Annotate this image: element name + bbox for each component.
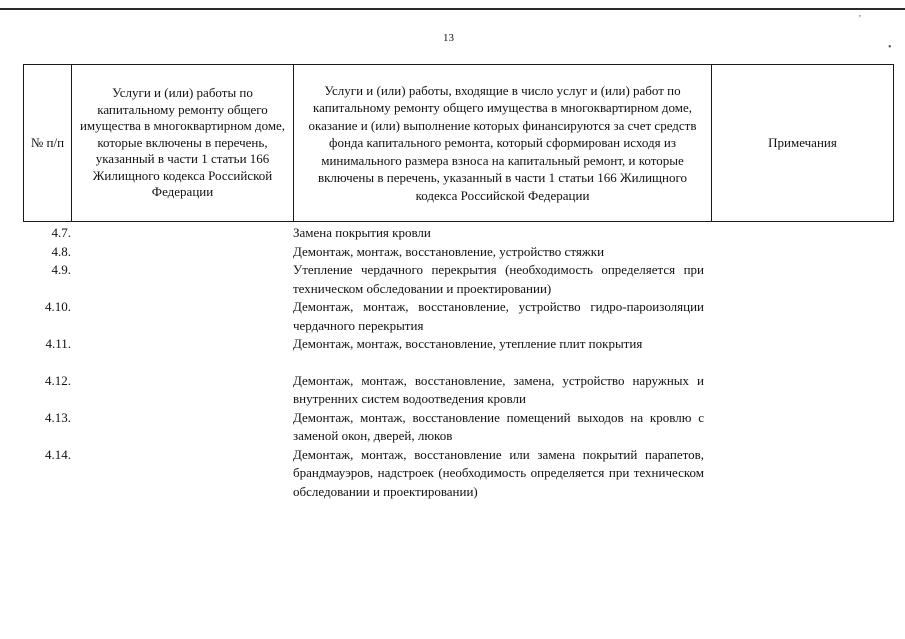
row-number: 4.14. xyxy=(45,446,71,462)
table-row xyxy=(23,446,893,502)
scan-speck: ' xyxy=(859,14,861,25)
row-number: 4.7. xyxy=(51,225,71,240)
row-number: 4.9. xyxy=(51,262,71,277)
table-row xyxy=(23,298,893,335)
header-notes: Примечания xyxy=(712,65,894,222)
header-services-list: Услуги и (или) работы по капитальному ремонту общего имущества в многоквартирном доме, которые включены в перечень, указанный в части 1 статьи 166 Жилищного кодекса Российской Федерации xyxy=(72,65,294,222)
row-number: 4.8. xyxy=(51,243,71,259)
table-row xyxy=(23,335,893,354)
row-number: 4.13. xyxy=(45,409,71,425)
header-row xyxy=(24,65,894,222)
row-number: 4.10. xyxy=(45,299,71,314)
row-description: Замена покрытия кровли xyxy=(293,225,431,240)
row-description: Утепление чердачного перекрытия (необходимость определяется при техническом обследовании и проектировании) xyxy=(293,262,704,296)
table-body xyxy=(23,224,893,501)
table-row xyxy=(23,261,893,298)
header-table xyxy=(23,64,894,222)
row-description: Демонтаж, монтаж, восстановление, устройство гидро-пароизоляции чердачного перекрытия xyxy=(293,299,704,333)
row-number: 4.11. xyxy=(45,336,71,351)
row-description: Демонтаж, монтаж, восстановление помещений выходов на кровлю с заменой окон, дверей, люков xyxy=(293,409,704,443)
row-description: Демонтаж, монтаж, восстановление или замена покрытий парапетов, брандмауэров, надстроек (необходимость определяется при техническом обследовании и проектировании) xyxy=(293,446,704,499)
row-number: 4.12. xyxy=(45,372,71,388)
page-number: 13 xyxy=(443,32,454,44)
row-description: Демонтаж, монтаж, восстановление, утепление плит покрытия xyxy=(293,336,643,351)
table-row xyxy=(23,409,893,446)
row-description: Демонтаж, монтаж, восстановление, устройство стяжки xyxy=(293,243,605,259)
header-num: № п/п xyxy=(24,65,72,222)
table-row xyxy=(23,243,893,262)
header-services-fund: Услуги и (или) работы, входящие в число услуг и (или) работ по капитальному ремонту общего имущества в многоквартирном доме, оказание и (или) выполнение которых финансируются за счет средств фонда капитального ремонта, который сформирован исходя из минимального размера взноса на капитальный ремонт, и которые включены в перечень, указанный в части 1 статьи 166 Жилищного кодекса Российской Федерации xyxy=(294,65,712,222)
top-border-line xyxy=(0,8,905,10)
table-row xyxy=(23,224,893,243)
table-row xyxy=(23,372,893,409)
scan-speck: • xyxy=(888,42,892,53)
row-description: Демонтаж, монтаж, восстановление, замена, устройство наружных и внутренних систем водоотведения кровли xyxy=(293,372,704,406)
